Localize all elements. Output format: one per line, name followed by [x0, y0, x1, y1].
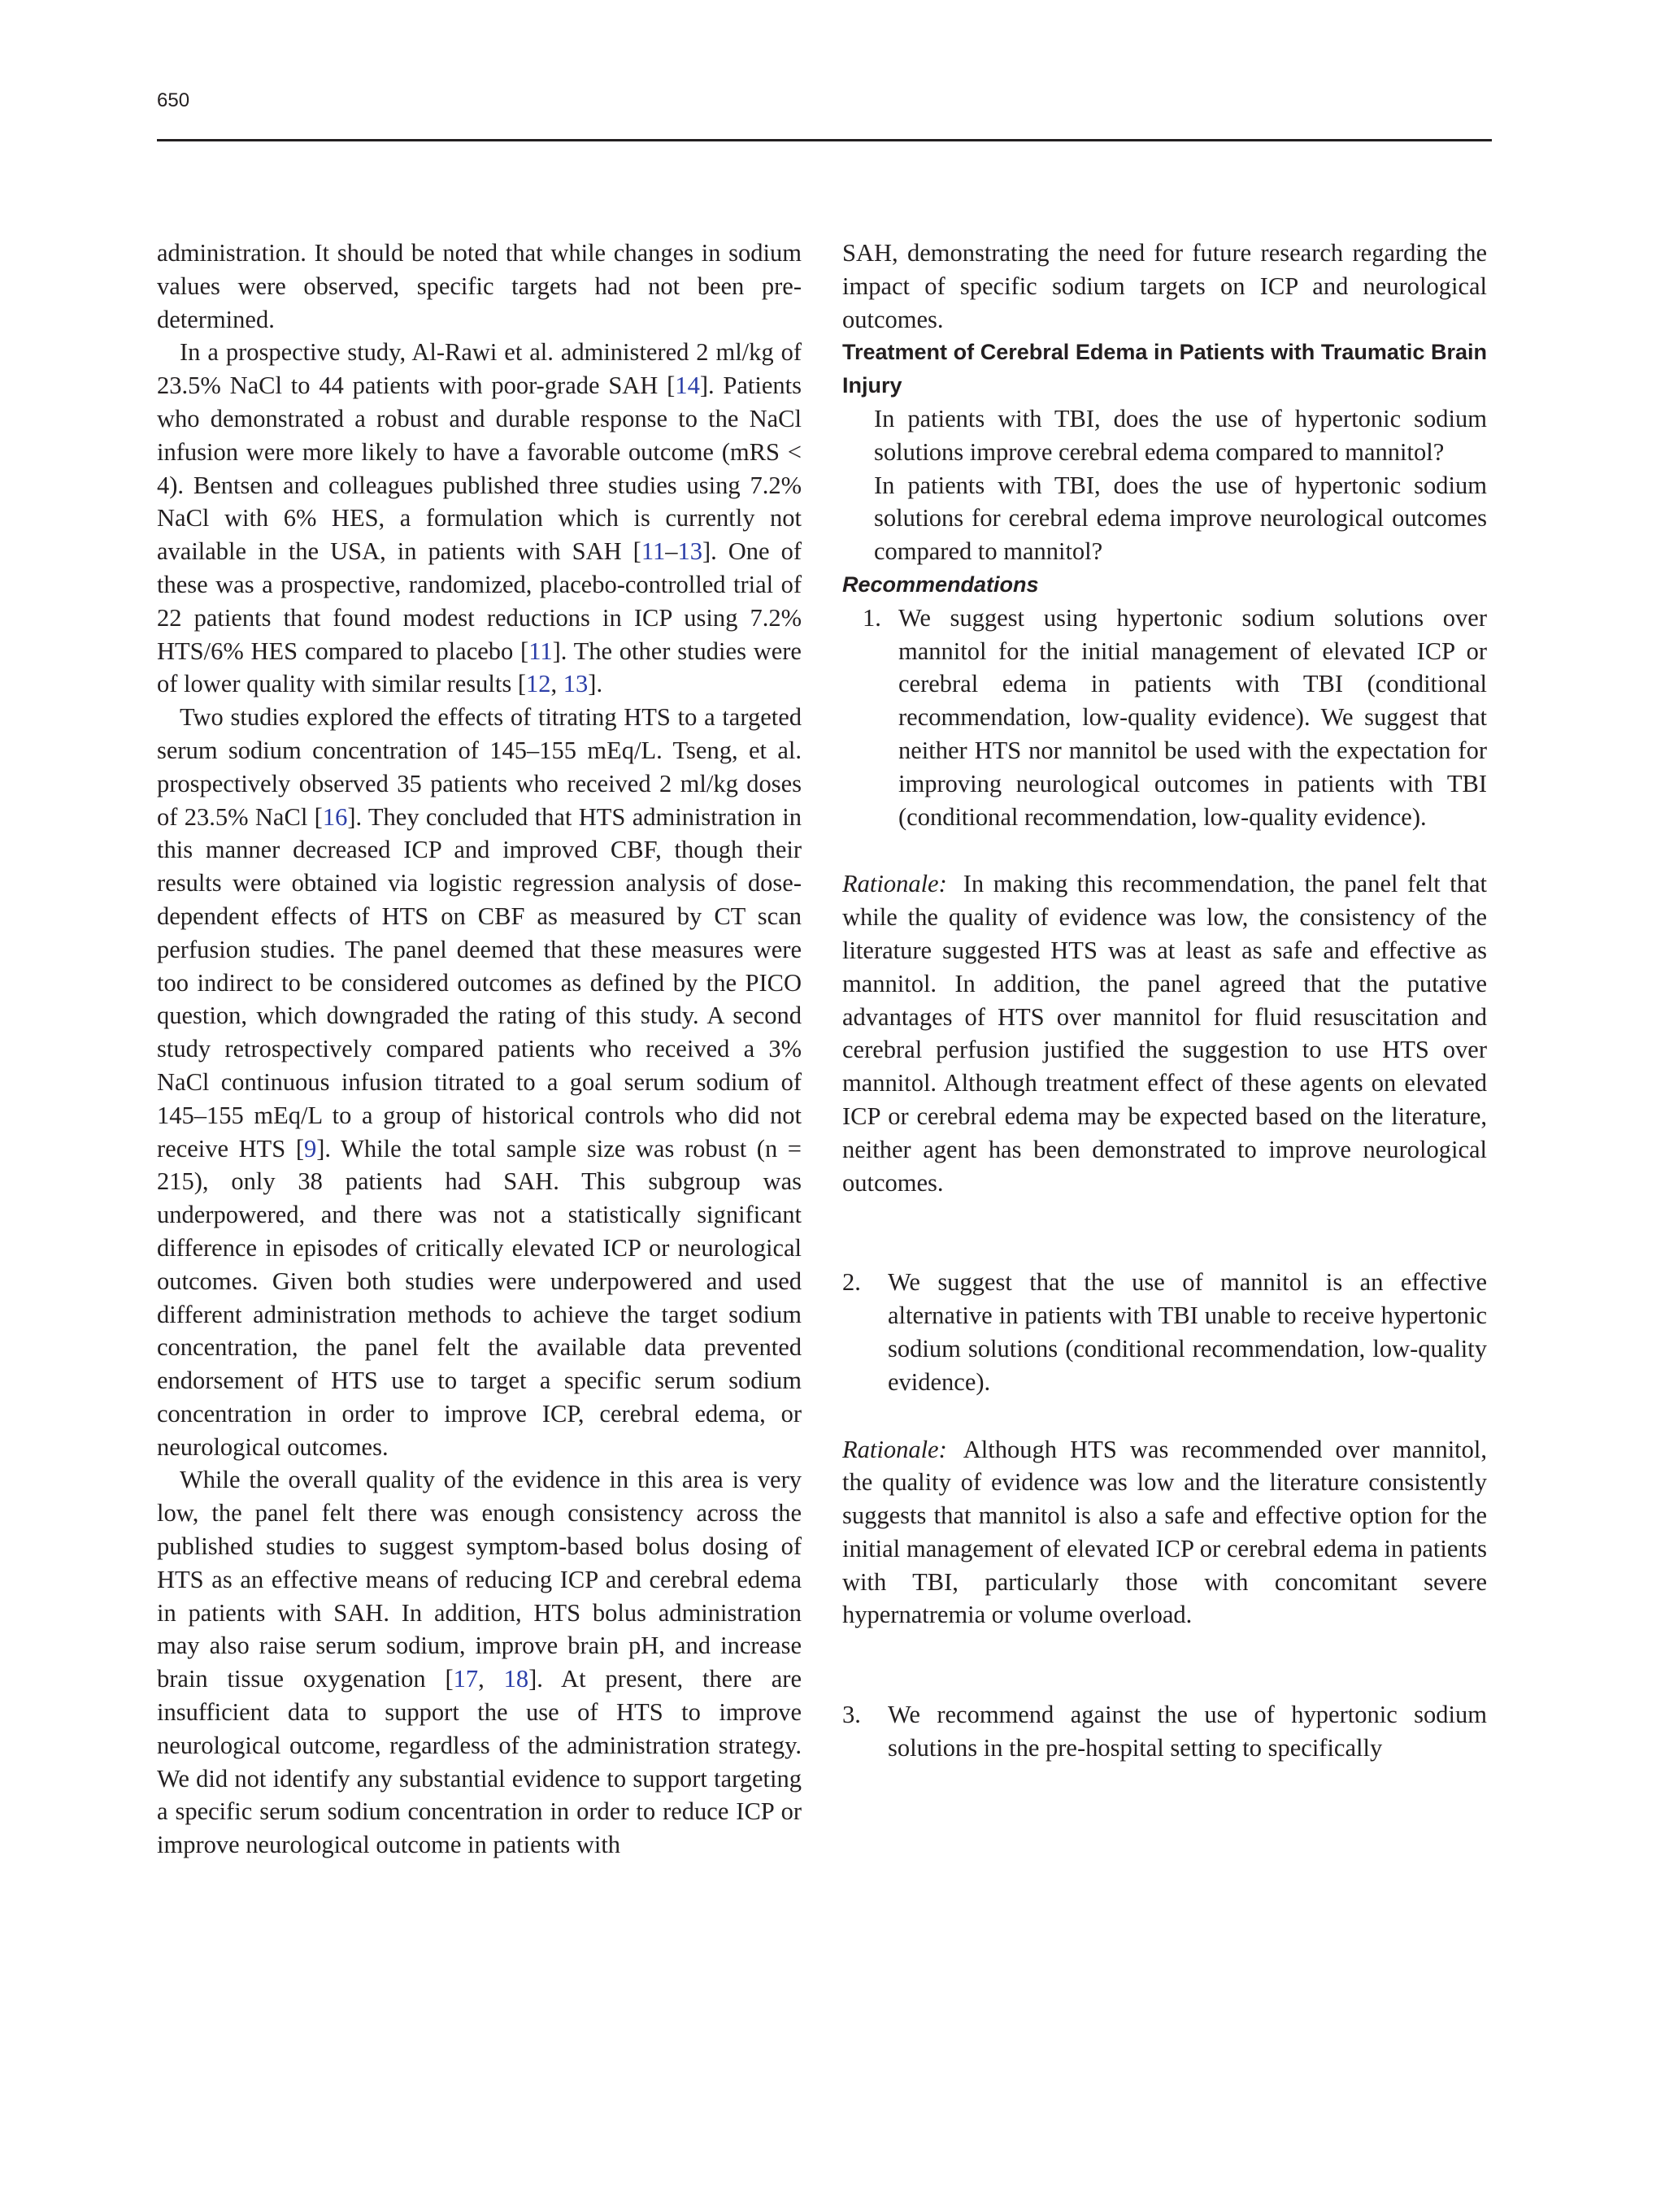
recommendation-text: We suggest that the use of mannitol is an effective alternative in patients with TBI unable to receive hypertonic sodium solutions (conditional recommendation, low-quality evidence). — [888, 1268, 1487, 1396]
citation-link[interactable]: 17 — [453, 1665, 479, 1693]
continuation-paragraph: SAH, demonstrating the need for future research regarding the impact of specific sodium targets on ICP and neurological outcomes. — [842, 239, 1487, 333]
pico-question: In patients with TBI, does the use of hypertonic sodium solutions improve cerebral edema compared to mannitol? — [874, 404, 1487, 466]
citation-link[interactable]: 18 — [503, 1665, 529, 1693]
recommendation-number: 3. — [842, 1701, 861, 1729]
rationale-paragraph — [842, 867, 1487, 1199]
recommendation-number: 2. — [842, 1268, 861, 1297]
right-column — [842, 237, 1487, 1765]
citation-link[interactable]: 13 — [563, 670, 589, 698]
rationale-text: In making this recommendation, the panel felt that while the quality of evidence was low, the consistency of the literature suggested HTS was at least as safe and effective as mannitol. In addition, the panel agreed that the putative advantages of HTS over mannitol for fluid resuscitation and cerebral perfusion justified the suggestion to use HTS over mannitol. Although treatment effect of these agents on elevated ICP or cerebral edema may be expected based on the literature, neither agent has been demonstrated to improve neurological outcomes. — [842, 870, 1487, 1197]
left-column — [157, 237, 802, 1862]
header-rule — [157, 139, 1492, 141]
citation-link[interactable]: 11 — [528, 637, 553, 665]
citation-link[interactable]: 11 — [641, 537, 666, 566]
rationale-paragraph — [842, 1433, 1487, 1632]
rationale-label: Rationale: — [842, 1435, 947, 1463]
recommendation-number: 1. — [863, 603, 881, 632]
paragraph: While the overall quality of the evidence in this area is very low, the panel felt there was enough consistency across the published studies to suggest symptom-based bolus dosing of HTS as an effective means of reducing ICP and cerebral edema in patients with SAH. In addition, HTS bolus administration may also raise serum sodium, improve brain pH, and increase brain tissue oxygenation [17, 18]. At present, there are insufficient data to support the use of HTS to improve neurological outcome, regardless of the administration strategy. We did not identify any substantial evidence to support targeting a specific serum sodium concentration in order to reduce ICP or improve neurological outcome in patients with — [157, 1466, 802, 1859]
section-heading: Treatment of Cerebral Edema in Patients with Traumatic Brain Injury — [842, 340, 1487, 398]
citation-link[interactable]: 9 — [304, 1134, 317, 1162]
recommendation-text: We recommend against the use of hypertonic sodium solutions in the pre-hospital setting to specifically — [888, 1701, 1487, 1762]
recommendations-heading: Recommendations — [842, 571, 1039, 597]
paragraph: Two studies explored the effects of titrating HTS to a targeted serum sodium concentration of 145–155 mEq/L. Tseng, et al. prospectively observed 35 patients who received 2 ml/kg doses of 23.5% NaCl [16]. They concluded that HTS administration in this manner decreased ICP and improved CBF, though their results were obtained via logistic regression analysis of dose-dependent effects of HTS on CBF as measured by CT scan perfusion studies. The panel deemed that these measures were too indirect to be considered outcomes as defined by the PICO question, which downgraded the rating of this study. A second study retrospectively compared patients who received a 3% NaCl continuous infusion titrated to a goal serum sodium of 145–155 mEq/L to a group of historical controls who did not receive HTS [9]. While the total sample size was robust (n = 215), only 38 patients had SAH. This subgroup was underpowered, and there was not a statistically significant difference in episodes of critically elevated ICP or neurological outcomes. Given both studies were underpowered and used different administration methods to achieve the target sodium concentration, the panel felt the available data prevented endorsement of HTS use to target a specific serum sodium concentration in order to improve ICP, cerebral edema, or neurological outcomes. — [157, 703, 802, 1461]
paragraph: In a prospective study, Al-Rawi et al. administered 2 ml/kg of 23.5% NaCl to 44 patients with poor-grade SAH [14]. Patients who demonstrated a robust and durable response to the NaCl infusion were more likely to have a favorable outcome (mRS < 4). Bentsen and colleagues published three studies using 7.2% NaCl with 6% HES, a formulation which is currently not available in the USA, in patients with SAH [11–13]. One of these was a prospective, randomized, placebo-controlled trial of 22 patients that found modest reductions in ICP using 7.2% HTS/6% HES compared to placebo [11]. The other studies were of lower quality with similar results [12, 13]. — [157, 338, 802, 698]
rationale-label: Rationale: — [842, 870, 947, 898]
citation-link[interactable]: 14 — [675, 372, 700, 400]
recommendation-text: We suggest using hypertonic sodium solutions over mannitol for the initial management of elevated ICP or cerebral edema in patients with TBI (conditional recommendation, low-quality evidence). We suggest that neither HTS nor mannitol be used with the expectation for improving neurological outcomes in patients with TBI (conditional recommendation, low-quality evidence). — [898, 603, 1487, 831]
paragraph: administration. It should be noted that while changes in sodium values were observed, specific targets had not been pre-determined. — [157, 239, 802, 333]
citation-link[interactable]: 13 — [677, 537, 702, 566]
citation-link[interactable]: 12 — [526, 670, 551, 698]
recommendation-item — [842, 1266, 1487, 1398]
pico-question: In patients with TBI, does the use of hypertonic sodium solutions for cerebral edema improve neurological outcomes compared to mannitol? — [874, 471, 1487, 566]
rationale-text: Although HTS was recommended over mannitol, the quality of evidence was low and the literature consistently suggests that mannitol is also a safe and effective option for the initial management of elevated ICP or cerebral edema in patients with TBI, particularly those with concomitant severe hypernatremia or volume overload. — [842, 1435, 1487, 1629]
page-number: 650 — [157, 89, 190, 111]
recommendation-item — [842, 602, 1487, 834]
citation-link[interactable]: 16 — [322, 802, 348, 831]
recommendation-item — [842, 1698, 1487, 1765]
